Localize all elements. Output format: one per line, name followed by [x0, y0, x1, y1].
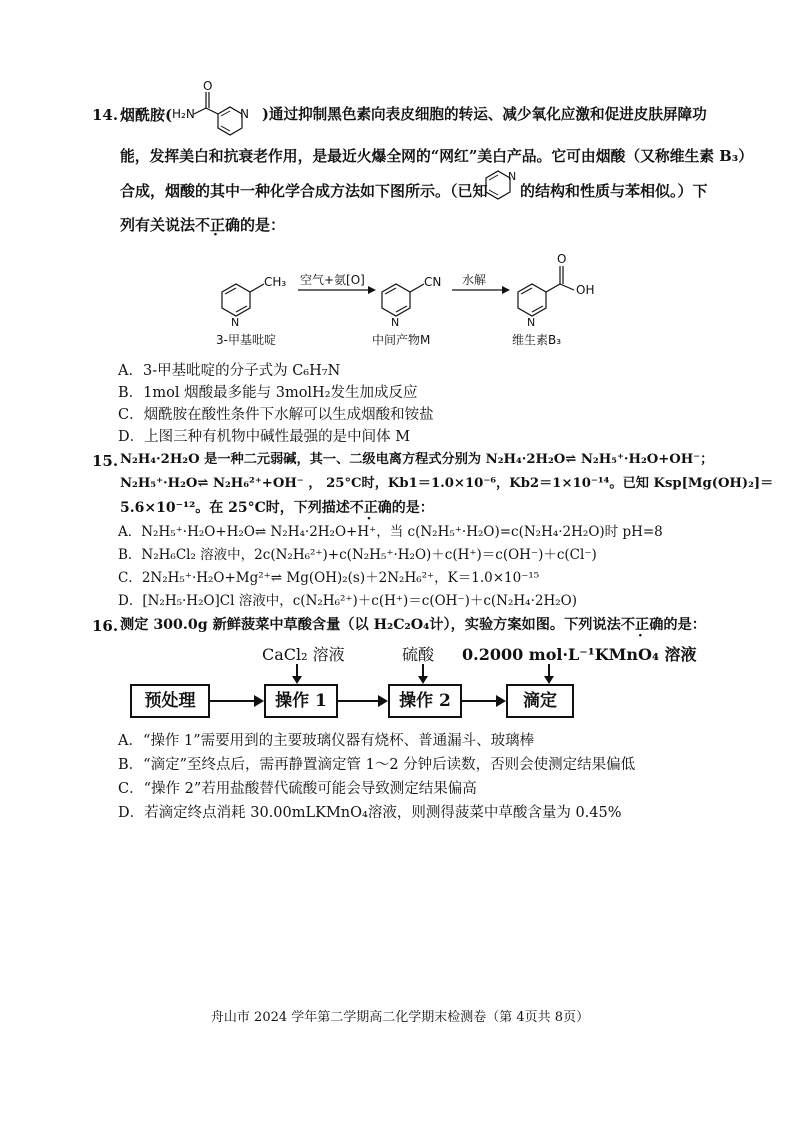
reagent-sulfuric-acid-label: 硫酸 [402, 645, 435, 664]
q16-line1-start: 测定 300.0g 新鲜菠菜中草酸含量（以 H₂C₂O₄计），实验方案如图。下列说法 [120, 617, 621, 633]
carbonyl-o-label: O [203, 79, 213, 93]
q15-option-d: D．[N₂H₅·H₂O]Cl 溶液中，c(N₂H₆²⁺)＋c(H⁺)＝c(OH⁻)＋c(N₂H₄·2H₂O) [118, 593, 577, 609]
page-footer: 舟山市 2024 学年第二学期高二化学期末检测卷（第 4页共 8页） [210, 1010, 590, 1025]
methyl-label: CH₃ [264, 275, 287, 289]
flow-box-titration: 滴定 [506, 684, 574, 718]
q16-option-a: A．“操作 1”需要用到的主要玻璃仪器有烧杯、普通漏斗、玻璃棒 [118, 733, 535, 749]
q16-line1-end: 的是： [663, 617, 706, 633]
label-methylpyridine: 3-甲基吡啶 [216, 333, 276, 347]
q15-option-a: A．N₂H₅⁺·H₂O+H₂O⇌ N₂H₄·2H₂O+H⁺，当 c(N₂H₅⁺·H₂O)=c(N₂H₄·2H₂O)时 pH=8 [118, 524, 663, 540]
q16-number: 16. [92, 617, 119, 635]
flow-box-pretreatment: 预处理 [130, 684, 210, 718]
hydroxyl-label: OH [576, 283, 595, 297]
q14-line4-end: 的是： [240, 216, 286, 234]
q16-option-b: B．“滴定”至终点后，需再静置滴定管 1～2 分钟后读数，否则会使测定结果偏低 [118, 757, 636, 773]
intermediate-m-structure [382, 275, 441, 329]
q15-number: 15. [92, 452, 119, 470]
flow-arrow-3 [460, 700, 504, 702]
reagent1-arrow [296, 664, 298, 682]
acid-n-label: N [527, 316, 536, 329]
q15-line3-start: 5.6×10⁻¹²。在 25°C时，下列描述 [120, 500, 350, 516]
q15-line3-end: 的是： [391, 500, 434, 516]
q16-line1 [120, 617, 706, 634]
q14-line3-start: 合成，烟酸的其中一种化学合成方法如下图所示。（已知 [120, 182, 488, 200]
q14-line3-end: 的结构和性质与苯相似。）下 [520, 182, 708, 200]
q14-line4 [120, 216, 285, 234]
nicotinic-acid-structure [518, 252, 594, 329]
reagent3-arrow [548, 664, 550, 682]
nicotinamide-structure [172, 78, 264, 138]
nicotinamide-n-label: N [240, 107, 249, 121]
q14-line2: 能，发挥美白和抗衰老作用，是最近火爆全网的“网红”美白产品。它可由烟酸（又称维生素 B₃） [120, 148, 754, 165]
reaction-condition-1: 空气+氨[O] [300, 273, 365, 287]
label-vitamin-b3: 维生素B₃ [512, 333, 562, 347]
q14-option-a: A．3-甲基吡啶的分子式为 C₆H₇N [118, 363, 341, 379]
label-intermediate-m: 中间产物M [372, 333, 431, 347]
q14-option-c: C．烟酰胺在酸性条件下水解可以生成烟酸和铵盐 [118, 407, 434, 423]
pyridine-ring-inline [480, 166, 520, 208]
flow-arrow-1 [208, 700, 262, 702]
intermediate-n-label: N [391, 316, 400, 329]
q14-line4-emphasis: 不正确 [195, 216, 241, 234]
q14-compound-name: 烟酰胺( [120, 106, 173, 124]
pyridine-n-label: N [508, 170, 517, 183]
q14-option-b: B．1mol 烟酸最多能与 3molH₂发生加成反应 [118, 385, 418, 401]
reagent-cacl2-label: CaCl₂ 溶液 [262, 645, 345, 664]
q15-line2: N₂H₅⁺·H₂O⇌ N₂H₆²⁺+OH⁻ ， 25°C时，Kb1＝1.0×10⁻⁶，Kb2＝1×10⁻¹⁴。已知 Ksp[Mg(OH)₂]＝ [120, 476, 774, 491]
nicotinic-acid-synthesis-scheme [200, 240, 620, 350]
methylpyridine-n-label: N [231, 316, 240, 329]
q16-option-d: D．若滴定终点消耗 30.00mLKMnO₄溶液，则测得菠菜中草酸含量为 0.45% [118, 805, 622, 821]
flow-arrow-2 [336, 700, 386, 702]
reagent2-arrow [422, 664, 424, 682]
q15-line1: N₂H₄·2H₂O 是一种二元弱碱，其一、二级电离方程式分别为 N₂H₄·2H₂O⇌ N₂H₅⁺·H₂O+OH⁻； [120, 452, 714, 467]
q15-line3-emphasis: 不正确 [349, 500, 392, 516]
q14-line1: )通过抑制黑色素向表皮细胞的转运、减少氧化应激和促进皮肤屏障功 [262, 106, 707, 123]
methylpyridine-structure [222, 275, 286, 329]
nicotinamide-h2n-label: H₂N [172, 107, 195, 121]
cyano-label: CN [424, 275, 442, 289]
q14-number: 14. [92, 106, 119, 124]
reaction-condition-2: 水解 [462, 273, 487, 287]
acid-o-label: O [557, 252, 567, 266]
q16-line1-emphasis: 不正确 [620, 617, 664, 633]
q14-line4-start: 列有关说法 [120, 216, 196, 234]
flow-box-operation-1: 操作 1 [264, 684, 338, 718]
q16-option-c: C．“操作 2”若用盐酸替代硫酸可能会导致测定结果偏高 [118, 781, 477, 797]
q14-option-d: D．上图三种有机物中碱性最强的是中间体 M [118, 429, 411, 445]
reagent-kmno4-label: 0.2000 mol·L⁻¹KMnO₄ 溶液 [462, 645, 697, 664]
q15-line3 [120, 500, 434, 517]
flow-box-operation-2: 操作 2 [388, 684, 462, 718]
q15-option-c: C．2N₂H₅⁺·H₂O+Mg²⁺⇌ Mg(OH)₂(s)＋2N₂H₆²⁺，K＝1.0×10⁻¹⁵ [118, 570, 540, 586]
q15-option-b: B．N₂H₆Cl₂ 溶液中，2c(N₂H₆²⁺)+c(N₂H₅⁺·H₂O)＋c(H⁺)＝c(OH⁻)＋c(Cl⁻) [118, 547, 597, 563]
